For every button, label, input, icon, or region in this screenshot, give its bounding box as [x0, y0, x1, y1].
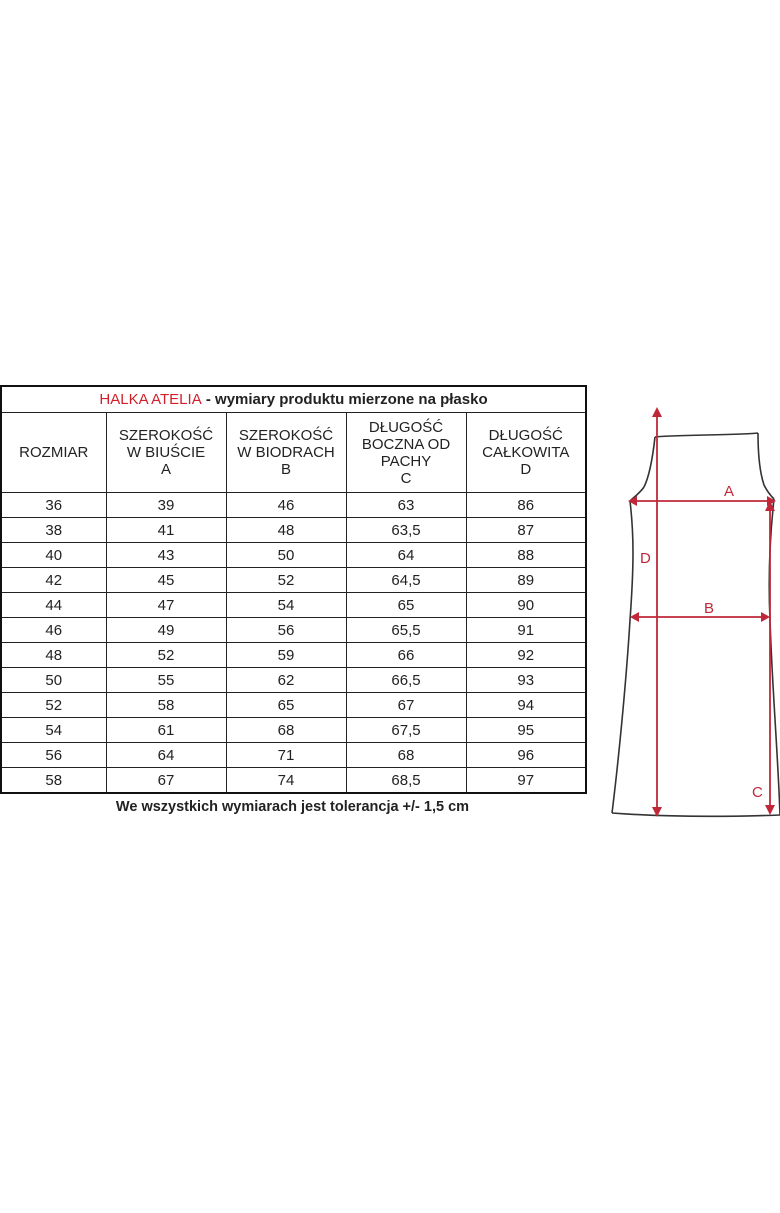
table-cell: 41	[106, 518, 226, 543]
table-cell: 63,5	[346, 518, 466, 543]
table-cell: 67	[346, 693, 466, 718]
table-row	[1, 543, 586, 568]
label-a: A	[724, 483, 735, 500]
dress-right-strap	[758, 433, 774, 499]
table-cell: 52	[226, 568, 346, 593]
table-cell: 42	[1, 568, 106, 593]
table-cell: 90	[466, 593, 586, 618]
table-cell: 48	[226, 518, 346, 543]
table-cell: 63	[346, 493, 466, 518]
size-chart	[0, 385, 588, 815]
title-brand: HALKA ATELIA	[99, 391, 202, 408]
table-cell: 56	[226, 618, 346, 643]
table-cell: 88	[466, 543, 586, 568]
table-cell: 65,5	[346, 618, 466, 643]
table-cell: 52	[1, 693, 106, 718]
table-cell: 39	[106, 493, 226, 518]
table-cell: 55	[106, 668, 226, 693]
table-cell: 58	[106, 693, 226, 718]
table-cell: 58	[1, 768, 106, 794]
table-cell: 54	[1, 718, 106, 743]
table-row	[1, 618, 586, 643]
table-cell: 50	[1, 668, 106, 693]
table-cell: 71	[226, 743, 346, 768]
table-cell: 68,5	[346, 768, 466, 794]
table-cell: 74	[226, 768, 346, 794]
table-cell: 62	[226, 668, 346, 693]
table-row	[1, 743, 586, 768]
size-table	[0, 385, 587, 794]
table-cell: 89	[466, 568, 586, 593]
table-cell: 43	[106, 543, 226, 568]
table-cell: 86	[466, 493, 586, 518]
table-cell: 91	[466, 618, 586, 643]
header-hip-width: SZEROKOŚĆ W BIODRACH B	[226, 413, 346, 493]
table-cell: 47	[106, 593, 226, 618]
arrow-a	[628, 496, 776, 506]
table-cell: 44	[1, 593, 106, 618]
table-title	[1, 386, 586, 413]
table-row	[1, 518, 586, 543]
table-cell: 50	[226, 543, 346, 568]
table-cell: 67,5	[346, 718, 466, 743]
table-cell: 66	[346, 643, 466, 668]
table-cell: 93	[466, 668, 586, 693]
dress-hem	[612, 813, 780, 816]
table-row	[1, 568, 586, 593]
table-row	[1, 768, 586, 794]
title-rest: - wymiary produktu mierzone na płasko	[201, 391, 488, 408]
table-cell: 66,5	[346, 668, 466, 693]
table-cell: 68	[346, 743, 466, 768]
table-cell: 64,5	[346, 568, 466, 593]
table-cell: 48	[1, 643, 106, 668]
table-row	[1, 668, 586, 693]
table-row	[1, 593, 586, 618]
table-cell: 49	[106, 618, 226, 643]
arrow-b	[630, 612, 770, 622]
table-row	[1, 493, 586, 518]
header-total-length: DŁUGOŚĆ CAŁKOWITA D	[466, 413, 586, 493]
table-cell: 40	[1, 543, 106, 568]
table-cell: 56	[1, 743, 106, 768]
table-row	[1, 718, 586, 743]
table-cell: 92	[466, 643, 586, 668]
header-side-length: DŁUGOŚĆ BOCZNA OD PACHY C	[346, 413, 466, 493]
label-b: B	[704, 600, 715, 617]
table-cell: 59	[226, 643, 346, 668]
table-cell: 65	[226, 693, 346, 718]
table-cell: 68	[226, 718, 346, 743]
table-cell: 54	[226, 593, 346, 618]
table-cell: 67	[106, 768, 226, 794]
table-cell: 46	[226, 493, 346, 518]
tolerance-note: We wszystkich wymiarach jest tolerancja +/- 1,5 cm	[115, 799, 470, 815]
table-header-row	[1, 413, 586, 493]
table-cell: 94	[466, 693, 586, 718]
table-cell: 96	[466, 743, 586, 768]
table-cell: 52	[106, 643, 226, 668]
label-c: C	[752, 784, 763, 801]
table-row	[1, 693, 586, 718]
table-cell: 87	[466, 518, 586, 543]
table-body	[1, 493, 586, 794]
table-cell: 45	[106, 568, 226, 593]
table-cell: 95	[466, 718, 586, 743]
dress-left-strap	[644, 437, 655, 487]
arrow-c	[765, 501, 775, 815]
table-cell: 97	[466, 768, 586, 794]
table-cell: 36	[1, 493, 106, 518]
label-d: D	[640, 550, 651, 567]
table-cell: 65	[346, 593, 466, 618]
table-cell: 64	[346, 543, 466, 568]
arrow-d	[652, 407, 662, 817]
dress-left-side	[612, 501, 633, 813]
dress-outline	[655, 433, 758, 437]
table-row	[1, 643, 586, 668]
dress-diagram	[606, 385, 780, 835]
header-bust-width: SZEROKOŚĆ W BIUŚCIE A	[106, 413, 226, 493]
header-rozmiar: ROZMIAR	[1, 413, 106, 493]
table-cell: 61	[106, 718, 226, 743]
table-cell: 38	[1, 518, 106, 543]
table-cell: 64	[106, 743, 226, 768]
table-cell: 46	[1, 618, 106, 643]
table-title-row	[1, 386, 586, 413]
